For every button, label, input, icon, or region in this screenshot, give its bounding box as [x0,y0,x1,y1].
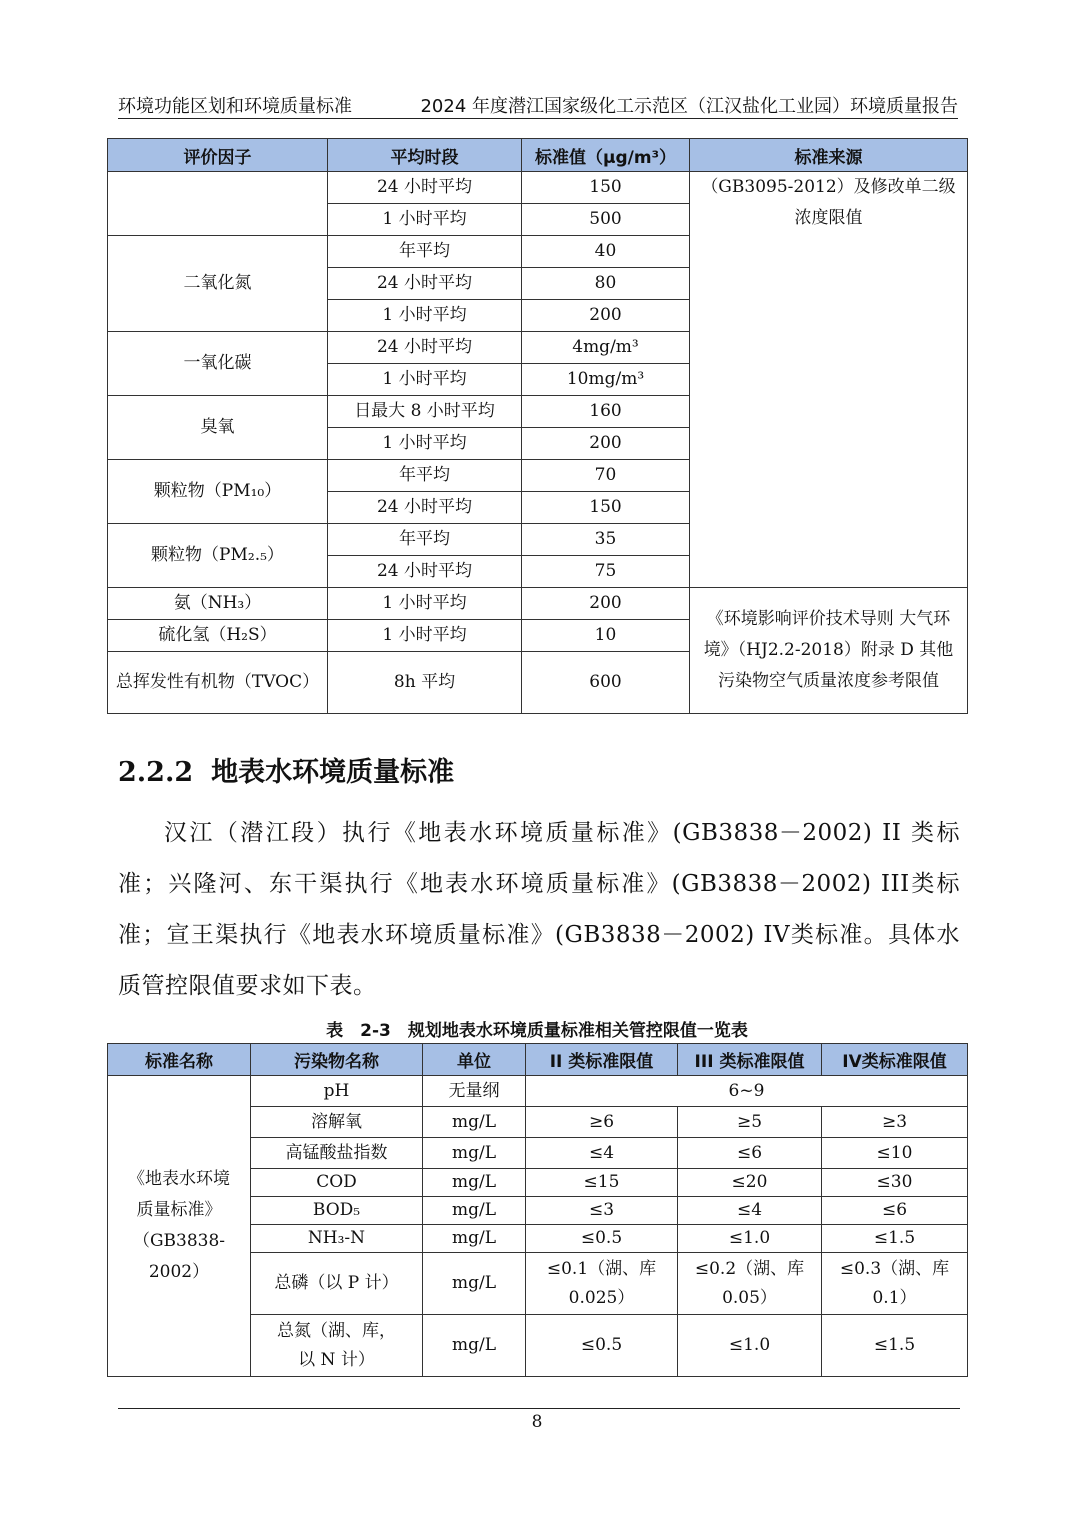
factor-cell: 硫化氢（H₂S） [108,620,328,652]
value-cell: 160 [522,396,690,428]
value-cell: 200 [522,588,690,620]
section-number: 2.2.2 [118,757,194,788]
limit-cell-iii: ≥5 [678,1107,822,1138]
col-header-value: 标准值（μg/m³） [522,139,690,172]
unit-cell: mg/L [423,1253,526,1315]
unit-cell: mg/L [423,1197,526,1225]
unit-cell: mg/L [423,1138,526,1169]
period-cell: 8h 平均 [328,652,522,714]
factor-cell: 臭氧 [108,396,328,460]
table-caption: 表 2-3 规划地表水环境质量标准相关管控限值一览表 [326,1021,748,1041]
section-title: 地表水环境质量标准 [211,757,455,788]
factor-cell: 颗粒物（PM₁₀） [108,460,328,524]
limit-cell-ii: ≤3 [526,1197,678,1225]
table-row [108,172,968,204]
value-cell: 4mg/m³ [522,332,690,364]
surface-water-standard-table [107,1043,968,1377]
limit-cell-iv: ≤30 [822,1169,968,1197]
limit-cell-ii: ≥6 [526,1107,678,1138]
period-cell: 日最大 8 小时平均 [328,396,522,428]
unit-cell: mg/L [423,1107,526,1138]
page-header [118,92,958,119]
air-quality-standard-table [107,138,968,714]
period-cell: 年平均 [328,460,522,492]
pollutant-cell: 高锰酸盐指数 [251,1138,423,1169]
unit-cell: mg/L [423,1169,526,1197]
limit-cell-iii: ≤6 [678,1138,822,1169]
limit-cell-iv: ≤6 [822,1197,968,1225]
table-row [108,1076,968,1107]
header-chapter: 环境功能区划和环境质量标准 [118,96,352,117]
pollutant-cell: 溶解氧 [251,1107,423,1138]
col-header-pollutant: 污染物名称 [251,1044,423,1076]
source-cell-hj2-2: 《环境影响评价技术导则 大气环境》（HJ2.2-2018）附录 D 其他污染物空气质量浓度参考限值 [690,588,968,714]
pollutant-cell: pH [251,1076,423,1107]
unit-cell: 无量纲 [423,1076,526,1107]
limit-cell-ii: ≤0.1（湖、库 0.025） [526,1253,678,1315]
value-cell: 500 [522,204,690,236]
col-header-source: 标准来源 [690,139,968,172]
col-header-class-ii: II 类标准限值 [526,1044,678,1076]
limit-cell-iii: ≤1.0 [678,1225,822,1253]
period-cell: 年平均 [328,236,522,268]
period-cell: 1 小时平均 [328,620,522,652]
table-header-row [108,139,968,172]
value-cell: 80 [522,268,690,300]
col-header-factor: 评价因子 [108,139,328,172]
factor-cell: 氨（NH₃） [108,588,328,620]
value-cell: 35 [522,524,690,556]
unit-cell: mg/L [423,1315,526,1377]
section-paragraph: 汉江（潜江段）执行《地表水环境质量标准》(GB3838－2002) II 类标准；兴隆河、东干渠执行《地表水环境质量标准》(GB3838－2002) III类标准；宣王渠执行《地表水环境质量标准》(GB3838－2002) IV类标准。具体水质管控限值要求如下表。 [118,820,960,999]
footer-divider [118,1408,960,1409]
factor-cell: 颗粒物（PM₂.₅） [108,524,328,588]
period-cell: 1 小时平均 [328,588,522,620]
limit-cell-ii: ≤0.5 [526,1225,678,1253]
value-cell: 600 [522,652,690,714]
limit-cell-iv: ≤1.5 [822,1315,968,1377]
period-cell: 1 小时平均 [328,428,522,460]
table-row [108,588,968,620]
period-cell: 1 小时平均 [328,364,522,396]
factor-cell [108,172,328,236]
value-cell: 10 [522,620,690,652]
value-cell: 150 [522,172,690,204]
value-cell: 40 [522,236,690,268]
standard-name-cell: 《地表水环境质量标准》（GB3838-2002） [108,1076,251,1377]
period-cell: 24 小时平均 [328,332,522,364]
limit-cell-iii: ≤0.2（湖、库 0.05） [678,1253,822,1315]
value-cell: 200 [522,428,690,460]
limit-cell-ii: ≤0.5 [526,1315,678,1377]
period-cell: 1 小时平均 [328,204,522,236]
limit-cell-iv: ≤0.3（湖、库 0.1） [822,1253,968,1315]
header-report-title: 2024 年度潜江国家级化工示范区（江汉盐化工业园）环境质量报告 [420,96,958,117]
value-cell: 10mg/m³ [522,364,690,396]
col-header-period: 平均时段 [328,139,522,172]
limit-cell-ii: ≤4 [526,1138,678,1169]
col-header-standard: 标准名称 [108,1044,251,1076]
period-cell: 24 小时平均 [328,172,522,204]
period-cell: 24 小时平均 [328,556,522,588]
period-cell: 24 小时平均 [328,492,522,524]
unit-cell: mg/L [423,1225,526,1253]
col-header-class-iii: III 类标准限值 [678,1044,822,1076]
pollutant-cell: NH₃-N [251,1225,423,1253]
pollutant-cell: COD [251,1169,423,1197]
limit-cell-iii: ≤20 [678,1169,822,1197]
pollutant-cell: 总氮（湖、库，以 N 计） [251,1315,423,1377]
value-cell: 150 [522,492,690,524]
period-cell: 1 小时平均 [328,300,522,332]
limit-cell-ii: ≤15 [526,1169,678,1197]
factor-cell: 一氧化碳 [108,332,328,396]
value-cell: 75 [522,556,690,588]
pollutant-cell: 总磷（以 P 计） [251,1253,423,1315]
limit-cell-iv: ≤1.5 [822,1225,968,1253]
period-cell: 年平均 [328,524,522,556]
source-cell-gb3095: （GB3095-2012）及修改单二级浓度限值 [690,172,968,588]
limit-cell-iv: ≤10 [822,1138,968,1169]
factor-cell: 总挥发性有机物（TVOC） [108,652,328,714]
table-header-row [108,1044,968,1076]
value-cell: 200 [522,300,690,332]
value-cell: 70 [522,460,690,492]
pollutant-cell: BOD₅ [251,1197,423,1225]
factor-cell: 二氧化氮 [108,236,328,332]
limit-cell-merged: 6~9 [526,1076,968,1107]
limit-cell-iii: ≤1.0 [678,1315,822,1377]
period-cell: 24 小时平均 [328,268,522,300]
page-number: 8 [531,1412,543,1432]
section-heading [118,750,454,789]
limit-cell-iii: ≤4 [678,1197,822,1225]
col-header-unit: 单位 [423,1044,526,1076]
limit-cell-iv: ≥3 [822,1107,968,1138]
col-header-class-iv: IV类标准限值 [822,1044,968,1076]
